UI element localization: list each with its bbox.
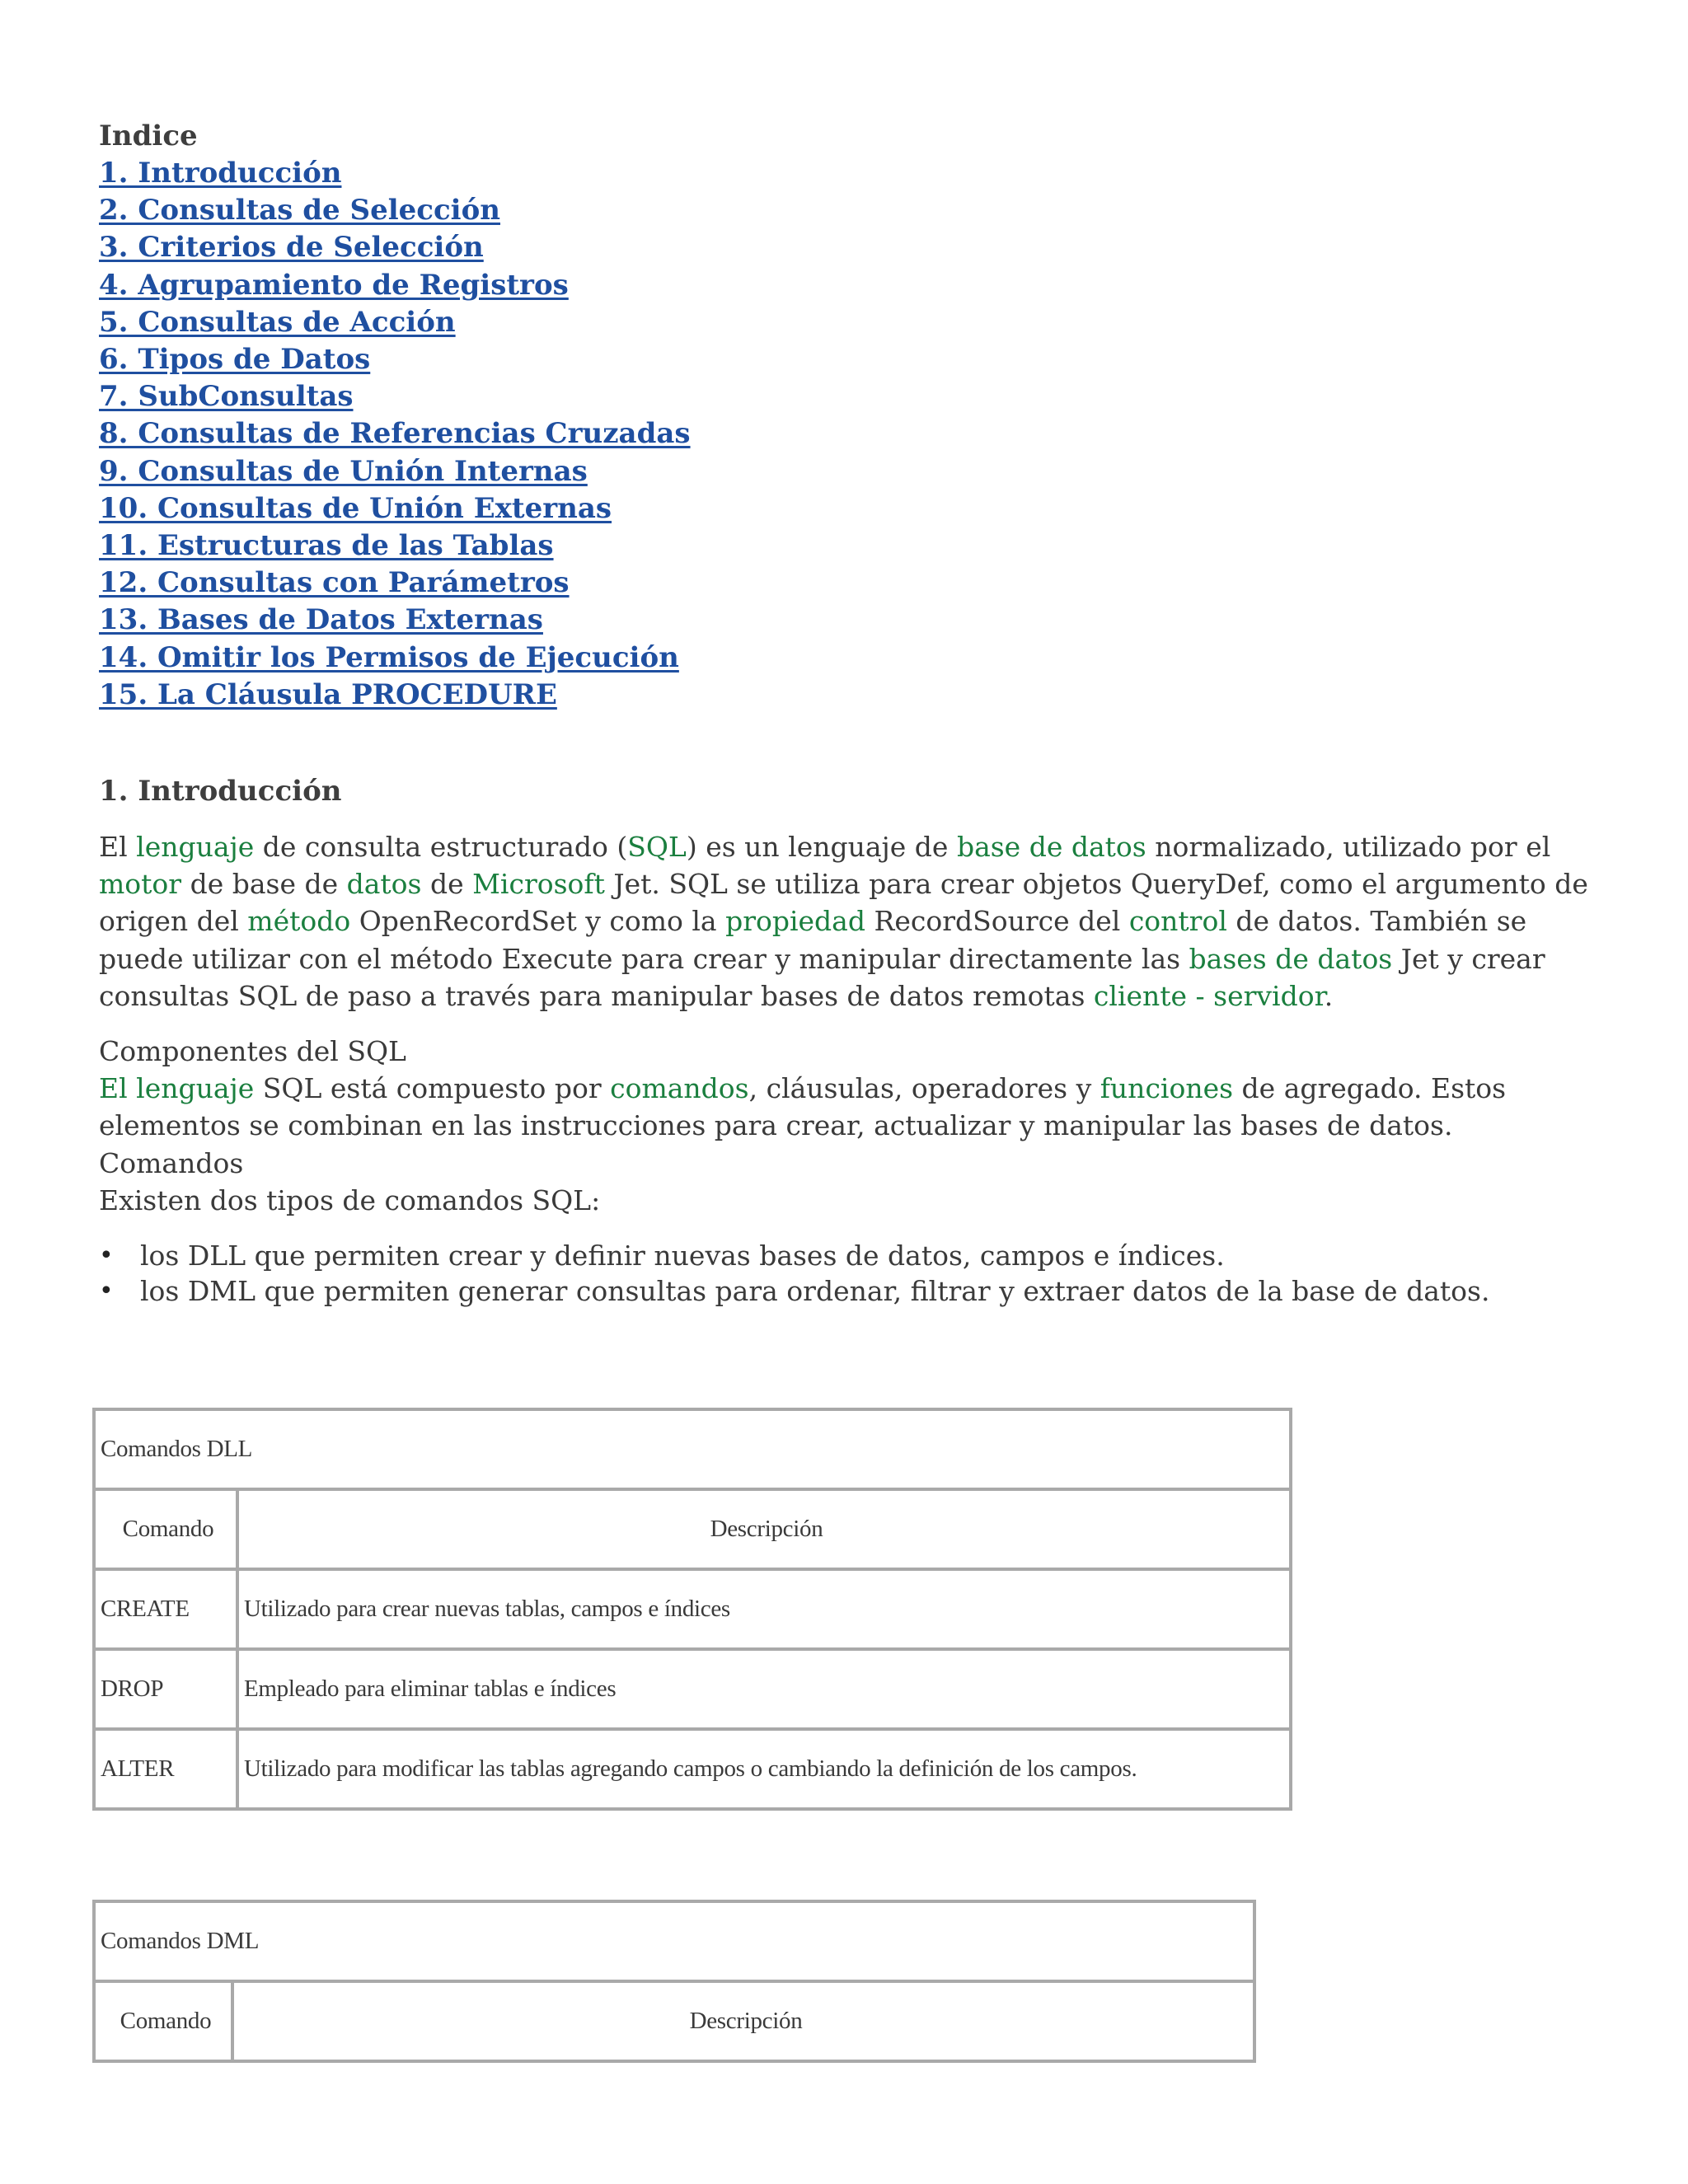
toc-link[interactable]: 11. Estructuras de las Tablas — [99, 529, 554, 563]
inline-link[interactable]: cliente - servidor — [1093, 979, 1325, 1012]
toc-list — [99, 155, 691, 714]
toc-link[interactable]: 7. SubConsultas — [99, 380, 354, 414]
inline-link[interactable]: Microsoft — [472, 868, 605, 901]
inline-link[interactable]: base de datos — [956, 831, 1146, 863]
command-cell: CREATE — [94, 1569, 237, 1649]
toc-link[interactable]: 3. Criterios de Selección — [99, 231, 484, 265]
toc-link[interactable]: 8. Consultas de Referencias Cruzadas — [99, 417, 691, 451]
commands-intro: Existen dos tipos de comandos SQL: — [99, 1183, 601, 1216]
column-header-description: Descripción — [237, 1489, 1291, 1569]
text-run: . — [1324, 979, 1334, 1012]
dll-commands-table — [92, 1408, 1292, 1811]
text-run: de agregado. Estos elementos se combinan en las instrucciones para crear, actualizar y manipular las bases de datos. — [99, 1072, 1507, 1142]
text-run: OpenRecordSet y como la — [350, 905, 726, 938]
text-run: RecordSource del — [865, 905, 1129, 938]
toc-link[interactable]: 1. Introducción — [99, 157, 342, 190]
text-run: de — [421, 868, 473, 901]
table-title-row — [94, 1409, 1291, 1489]
text-run: de datos. También se puede utilizar con el método Execute para crear y manipular directamente las — [99, 905, 1527, 975]
inline-link[interactable]: bases de datos — [1189, 942, 1393, 975]
description-cell: Empleado para eliminar tablas e índices — [237, 1649, 1291, 1729]
section-heading-introduccion: 1. Introducción — [99, 775, 342, 808]
toc-link[interactable]: 2. Consultas de Selección — [99, 194, 500, 227]
components-heading: Componentes del SQL — [99, 1035, 406, 1067]
text-run: Jet. SQL se utiliza para crear objetos QueryDef, como el argumento de origen del — [99, 868, 1588, 938]
table-title: Comandos DLL — [94, 1409, 1291, 1489]
text-run: ) es un lenguaje de — [686, 831, 957, 863]
table-title: Comandos DML — [94, 1901, 1254, 1981]
table-row — [94, 1649, 1291, 1729]
text-run: normalizado, utilizado por el — [1146, 831, 1551, 863]
commands-heading: Comandos — [99, 1146, 244, 1179]
inline-link[interactable]: control — [1128, 905, 1227, 938]
inline-link[interactable]: comandos — [610, 1072, 749, 1105]
components-paragraph — [99, 1070, 1615, 1144]
toc-link[interactable]: 13. Bases de Datos Externas — [99, 603, 543, 637]
toc-link[interactable]: 6. Tipos de Datos — [99, 343, 371, 377]
intro-paragraph — [99, 828, 1615, 1015]
dml-commands-table — [92, 1900, 1256, 2063]
text-run: , cláusulas, operadores y — [748, 1072, 1100, 1105]
table-header-row — [94, 1489, 1291, 1569]
table-of-contents — [99, 118, 691, 714]
toc-link[interactable]: 9. Consultas de Unión Internas — [99, 454, 588, 488]
inline-link[interactable]: lenguaje — [136, 831, 255, 863]
description-cell: Utilizado para crear nuevas tablas, campos e índices — [237, 1569, 1291, 1649]
components-section — [99, 1033, 1615, 1219]
inline-link[interactable]: método — [247, 905, 351, 938]
command-cell: DROP — [94, 1649, 237, 1729]
inline-link[interactable]: SQL — [627, 831, 687, 863]
toc-link[interactable]: 10. Consultas de Unión Externas — [99, 491, 612, 525]
text-run: de base de — [181, 868, 347, 901]
column-header-command: Comando — [94, 1489, 237, 1569]
table-header-row — [94, 1981, 1254, 2061]
text-run: SQL está compuesto por — [254, 1072, 611, 1105]
column-header-description: Descripción — [232, 1981, 1254, 2061]
index-title: Indice — [99, 120, 198, 152]
toc-link[interactable]: 15. La Cláusula PROCEDURE — [99, 677, 557, 711]
inline-link[interactable]: El lenguaje — [99, 1072, 255, 1105]
table-title-row — [94, 1901, 1254, 1981]
inline-link[interactable]: datos — [346, 868, 422, 901]
toc-link[interactable]: 14. Omitir los Permisos de Ejecución — [99, 640, 679, 674]
column-header-command: Comando — [94, 1981, 232, 2061]
text-run: Jet y crear consultas SQL de paso a través para manipular bases de datos remotas — [99, 942, 1545, 1012]
list-item: • los DLL que permiten crear y definir nuevas bases de datos, campos e índices. — [99, 1238, 1489, 1273]
inline-link[interactable]: propiedad — [725, 905, 865, 938]
toc-link[interactable]: 5. Consultas de Acción — [99, 305, 456, 339]
command-cell: ALTER — [94, 1729, 237, 1809]
inline-link[interactable]: motor — [99, 868, 182, 901]
text-run: El — [99, 831, 137, 863]
toc-link[interactable]: 4. Agrupamiento de Registros — [99, 268, 569, 302]
description-cell: Utilizado para modificar las tablas agregando campos o cambiando la definición de los campos. — [237, 1729, 1291, 1809]
command-types-list — [99, 1238, 1489, 1309]
toc-link[interactable]: 12. Consultas con Parámetros — [99, 566, 570, 600]
list-item: • los DML que permiten generar consultas para ordenar, filtrar y extraer datos de la base de datos. — [99, 1273, 1489, 1309]
inline-link[interactable]: funciones — [1100, 1072, 1234, 1105]
table-row — [94, 1729, 1291, 1809]
text-run: de consulta estructurado ( — [254, 831, 628, 863]
table-row — [94, 1569, 1291, 1649]
